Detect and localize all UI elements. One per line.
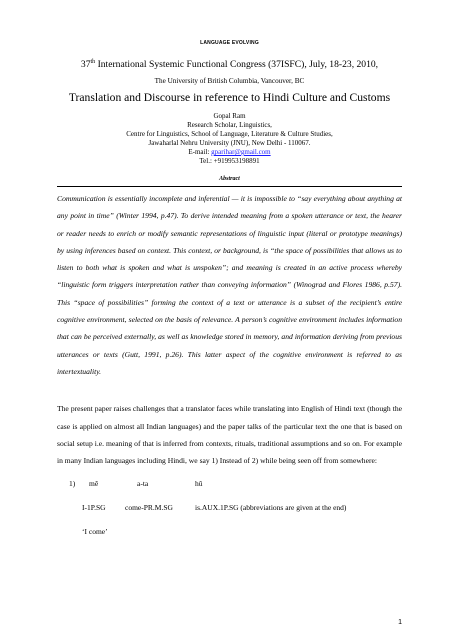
abstract-divider [57,186,402,187]
congress-details: International Systemic Functional Congress (37ISFC), July, 18-23, 2010, [95,59,379,70]
gloss-line [57,503,402,515]
body-paragraph: The present paper raises challenges that a translator faces while translating into English of Hindi text (though the case is applied on almost all Indian languages) and the paper talks of the particular text the one that is based on social setup i.e. meaning of that is inferred from contexts, rituals, traditional assumptions and so on. For example in many Indian languages including Hindi, we say 1) Instead of 2) while being seen off from somewhere: [57,404,402,466]
author-university: Jawaharlal Nehru University (JNU), New Delhi - 110067. [148,139,311,147]
author-centre: Centre for Linguistics, School of Language, Literature & Culture Studies, [126,130,333,138]
example-translation: ‘I come’ [82,527,108,537]
author-tel: Tel.: +919953198891 [199,157,260,165]
congress-ordinal: th [90,58,96,65]
example-word-2: a-ta [137,479,149,489]
paper-title: Translation and Discourse in reference to Hindi Culture and Customs [68,91,391,104]
gloss-2: come-PR.M.SG [125,503,173,513]
abstract-text: Communication is essentially incomplete and inferential — it is impossible to “say everything about anything at any point in time” (Winter 1994, p.47). To derive intended meaning from a spoken utterance or text, the hearer or reader needs to enrich or modify semantic representations of linguistic input (literal or prototype meanings) by using inferences based on context. This context, or background, is “the space of possibilities that allows us to listen to both what is spoken and what is unspoken”; and meaning is created in an active process whereby “linguistic form triggers interpretation rather than conveying information” (Winograd and Flores 1986, p.57). This “space of possibilities” forming the context of a text or utterance is a subset of the recipient’s entire cognitive environment, selected on the basis of relevance. A person’s cognitive environment includes information that can be perceived externally, as well as knowledge stored in memory, and information deriving from previous utterances or texts (Gutt, 1991, p.26). This latter aspect of the cognitive environment is referred to as intertextuality. [57,194,402,376]
page-number: 1 [398,619,402,626]
gloss-3: is.AUX.1P.SG (abbreviations are given at the end) [195,503,347,513]
example-word-1: mẽ [89,479,99,489]
author-role: Research Scholar, Linguistics, [187,121,272,129]
university-line: The University of British Columbia, Vancouver, BC [154,77,305,85]
example-number: 1) [69,479,76,489]
author-block [57,112,402,166]
email-label: E-mail: [188,148,212,156]
running-head: LANGUAGE EVOLVING [200,40,259,46]
abstract-heading: Abstract [219,176,240,182]
email-link[interactable]: gparihar@gmail.com [211,148,271,156]
congress-line [57,59,402,71]
author-name: Gopal Ram [213,112,246,120]
congress-number: 37 [80,59,91,70]
example-word-3: hũ [195,479,203,489]
example-line [57,479,402,491]
gloss-1: I-1P.SG [82,503,106,513]
author-email-line [57,148,402,157]
